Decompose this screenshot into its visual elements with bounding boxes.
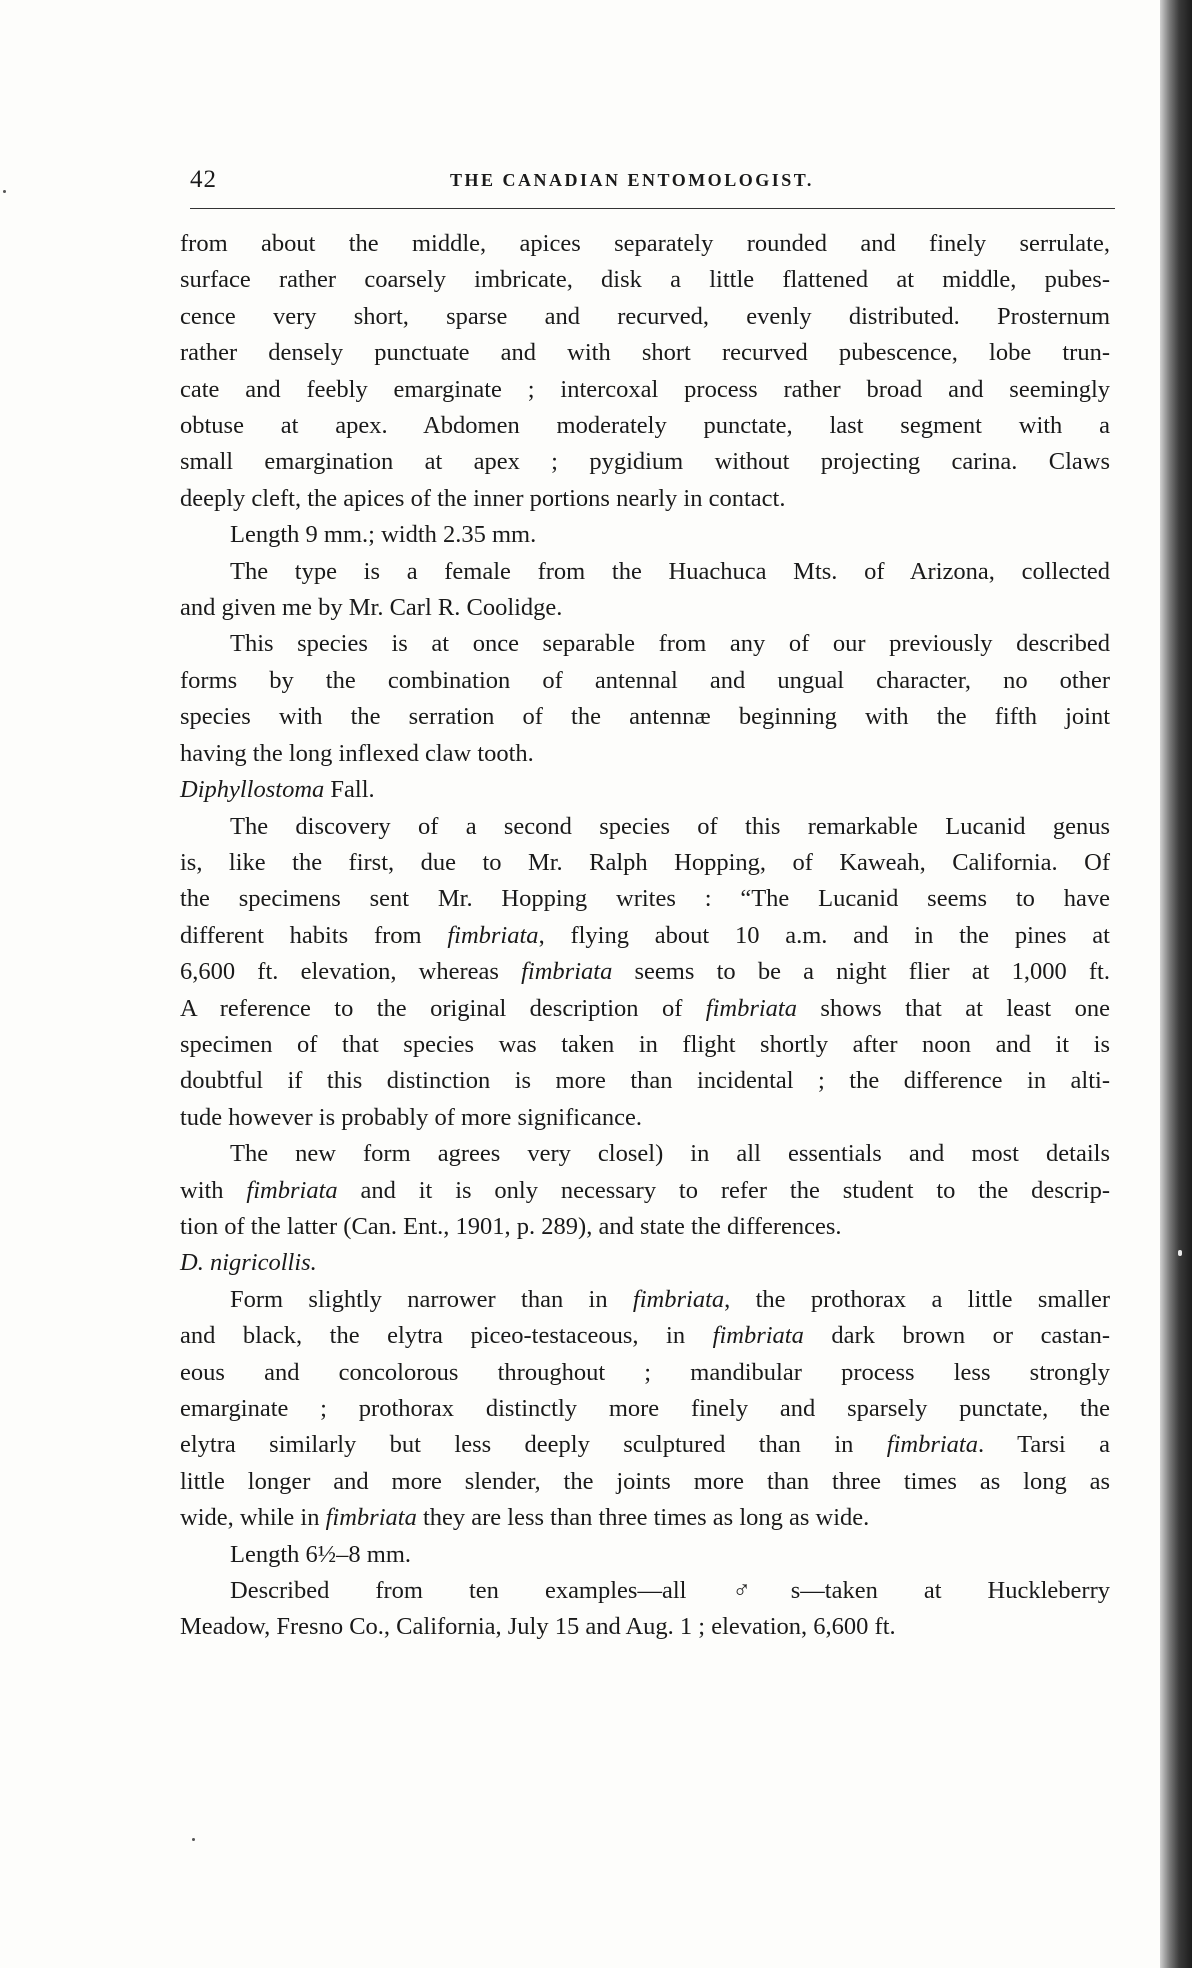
text-segment: . Tarsi a — [978, 1431, 1110, 1459]
text-line: tion of the latter (Can. Ent., 1901, p. 289), and state the differences. — [180, 1212, 842, 1240]
text-line: the specimens sent Mr. Hopping writes : “The Lucanid seems to have — [180, 885, 1110, 913]
page-number: 42 — [190, 166, 217, 193]
text-line: forms by the combination of antennal and ungual character, no other — [180, 666, 1110, 694]
text-line: cate and feebly emarginate ; intercoxal process rather broad and seemingly — [180, 375, 1110, 403]
text-line: doubtful if this distinction is more than incidental ; the difference in alti- — [180, 1067, 1110, 1095]
text-line: deeply cleft, the apices of the inner portions nearly in contact. — [180, 484, 786, 512]
italic-term: Diphyllostoma — [180, 776, 325, 804]
text-segment: 6,600 ft. elevation, whereas — [180, 958, 522, 986]
body-text — [180, 226, 1110, 1646]
italic-term: fimbriata — [447, 921, 539, 949]
text-line: and given me by Mr. Carl R. Coolidge. — [180, 594, 563, 622]
text-segment: , the prothorax a little smaller — [724, 1285, 1110, 1313]
text-line: obtuse at apex. Abdomen moderately punctate, last segment with a — [180, 412, 1110, 440]
text-line: tude however is probably of more significance. — [180, 1103, 642, 1131]
scan-speck — [192, 1838, 195, 1841]
section-heading — [180, 772, 1110, 808]
section-heading — [180, 1245, 1110, 1281]
italic-term: fimbriata — [712, 1322, 804, 1350]
italic-term: D. nigricollis. — [180, 1249, 317, 1277]
text-line: cence very short, sparse and recurved, evenly distributed. Prosternum — [180, 302, 1110, 330]
text-segment: Form slightly narrower than in — [230, 1285, 633, 1313]
text-line — [180, 991, 1110, 1027]
text-line: Described from ten examples—all ♂s—taken at Huckleberry — [230, 1577, 1110, 1605]
text-line — [180, 1427, 1110, 1463]
text-line: Length 9 mm.; width 2.35 mm. — [230, 521, 537, 549]
italic-term: fimbriata — [632, 1285, 725, 1313]
italic-term: fimbriata — [886, 1431, 978, 1459]
text-line: The discovery of a second species of this remarkable Lucanid genus — [230, 812, 1110, 840]
running-head — [190, 166, 1115, 196]
text-line — [180, 918, 1110, 954]
text-line: having the long inflexed claw tooth. — [180, 739, 534, 767]
text-segment: elytra similarly but less deeply sculptured than in — [180, 1431, 887, 1459]
running-title: THE CANADIAN ENTOMOLOGIST. — [450, 170, 814, 190]
text-segment: and it is only necessary to refer the student to the descrip- — [337, 1176, 1110, 1204]
text-line: This species is at once separable from any of our previously described — [230, 630, 1110, 658]
edge-mark — [1178, 1250, 1182, 1256]
text-segment: A reference to the original description of — [180, 994, 706, 1022]
text-segment: dark brown or castan- — [803, 1322, 1110, 1350]
italic-term: fimbriata — [246, 1176, 338, 1204]
text-segment: seems to be a night flier at 1,000 ft. — [612, 958, 1110, 986]
page-edge-shadow — [1160, 0, 1192, 1968]
text-segment: they are less than three times as long as wide. — [416, 1504, 870, 1532]
text-line: rather densely punctuate and with short recurved pubescence, lobe trun- — [180, 339, 1110, 367]
text-segment: different habits from — [180, 921, 448, 949]
text-segment: wide, while in — [180, 1504, 326, 1532]
italic-term: fimbriata — [325, 1504, 417, 1532]
text-segment: shows that at least one — [797, 994, 1111, 1022]
text-line: Length 6½–8 mm. — [230, 1540, 412, 1568]
italic-term: fimbriata — [705, 994, 797, 1022]
text-line: is, like the first, due to Mr. Ralph Hopping, of Kaweah, California. Of — [180, 848, 1110, 876]
text-line: emarginate ; prothorax distinctly more finely and sparsely punctate, the — [180, 1395, 1110, 1422]
text-line — [180, 1500, 1110, 1536]
italic-term: fimbriata — [521, 958, 613, 986]
header-rule — [190, 208, 1115, 209]
text-line: Meadow, Fresno Co., California, July 15 and Aug. 1 ; elevation, 6,600 ft. — [180, 1613, 896, 1641]
text-line: eous and concolorous throughout ; mandibular process less strongly — [180, 1358, 1110, 1386]
text-line — [180, 954, 1110, 990]
text-segment: , flying about 10 a.m. and in the pines at — [538, 921, 1110, 949]
text-segment: with — [180, 1176, 247, 1204]
text-line: The type is a female from the Huachuca Mts. of Arizona, collected — [230, 557, 1110, 585]
text-line: from about the middle, apices separately rounded and finely serrulate, — [180, 230, 1110, 257]
text-segment: Fall. — [324, 776, 375, 804]
text-line: species with the serration of the antennæ beginning with the fifth joint — [180, 703, 1110, 731]
text-line: The new form agrees very closel) in all essentials and most details — [230, 1140, 1110, 1168]
text-line — [180, 1173, 1110, 1209]
text-line: small emargination at apex ; pygidium without projecting carina. Claws — [180, 448, 1110, 476]
text-segment: and black, the elytra piceo-testaceous, in — [180, 1322, 713, 1350]
text-line — [180, 1282, 1110, 1318]
text-line: little longer and more slender, the joints more than three times as long as — [180, 1467, 1110, 1495]
text-line: specimen of that species was taken in flight shortly after noon and it is — [180, 1030, 1110, 1058]
text-line — [180, 1318, 1110, 1354]
scan-speck — [3, 190, 6, 193]
text-line: surface rather coarsely imbricate, disk a little flattened at middle, pubes- — [180, 266, 1110, 294]
